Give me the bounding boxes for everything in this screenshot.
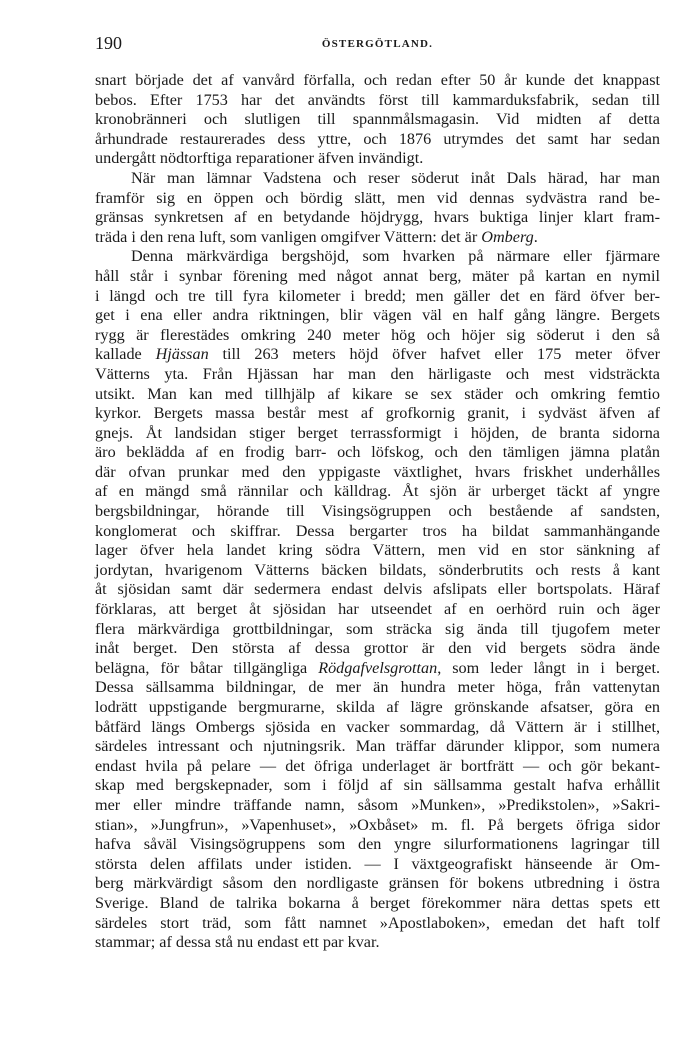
text-line xyxy=(95,678,660,698)
text-segment: kyrkor. Bergets massa består mest af grofkornig granit, i sydväst äfven af xyxy=(95,404,660,423)
text-segment: utsikt. Man kan med tillhjälp af kikare se sex städer och omkring femtio xyxy=(95,384,660,403)
text-line xyxy=(95,287,660,307)
text-segment: Vätterns yta. Från Hjässan har man den härligaste och mest vidsträckta xyxy=(95,364,660,383)
text-line xyxy=(95,385,660,405)
text-segment: åt sjösidan samt där sedermera endast delvis afslipats eller bortspolats. Häraf xyxy=(95,580,660,599)
text-segment: skap med bergskepnader, som i följd af sin sällsamma gestalt hafva erhållit xyxy=(95,776,660,795)
italic-term: Rödgafvelsgrottan xyxy=(318,658,438,677)
text-segment: träda i den rena luft, som vanligen omgifver Vättern: det är xyxy=(95,227,482,246)
text-segment: håll står i synbar förening med något annat berg, mäter på kartan en nymil xyxy=(95,266,660,285)
text-segment: bebos. Efter 1753 har det användts först till kammarduksfabrik, sedan till xyxy=(95,90,660,109)
page-header xyxy=(95,33,660,55)
text-line xyxy=(95,463,660,483)
text-line xyxy=(95,424,660,444)
text-segment: i längd och tre till fyra kilometer i bredd; men gäller det en färd öfver ber- xyxy=(95,286,660,305)
text-line xyxy=(95,561,660,581)
paragraph xyxy=(95,71,660,169)
page-number: 190 xyxy=(95,33,122,53)
text-segment: äro beklädda af en frodig barr- och löfskog, och den tämligen jämna platån xyxy=(95,443,660,462)
text-line xyxy=(95,267,660,287)
text-segment: kronobränneri och slutligen till spannmålsmagasin. Vid midten af detta xyxy=(95,110,660,129)
text-line xyxy=(95,345,660,365)
text-line xyxy=(95,894,660,914)
text-segment: rygg är flerestädes omkring 240 meter hög och höjer sig söderut i den så xyxy=(95,325,660,344)
text-segment: af en mängd små rännilar och källdrag. Åt sjön är urberget täckt af yngre xyxy=(95,482,660,501)
text-line xyxy=(95,169,660,189)
text-line xyxy=(95,855,660,875)
text-line xyxy=(95,365,660,385)
text-segment: gnejs. Åt landsidan stiger berget terrassformigt i höjden, de branta sidorna xyxy=(95,423,660,442)
text-segment: lager öfver hela landet kring södra Vättern, men vid en stor sänkning af xyxy=(95,541,660,560)
text-line xyxy=(95,541,660,561)
text-segment: . xyxy=(533,227,538,246)
text-line xyxy=(95,326,660,346)
text-segment: Sverige. Bland de talrika bokarna å berget förekommer nära dettas spets ett xyxy=(95,893,660,912)
italic-term: Hjässan xyxy=(155,345,209,364)
text-line xyxy=(95,600,660,620)
text-line xyxy=(95,404,660,424)
text-line xyxy=(95,189,660,209)
text-line xyxy=(95,110,660,130)
body-text xyxy=(95,71,660,953)
text-line xyxy=(95,91,660,111)
text-line xyxy=(95,796,660,816)
text-segment: endast hvila på pelare — det öfriga underlaget är bortfrätt — och gör bekant- xyxy=(95,756,660,775)
text-segment: konglomerat och skiffrar. Dessa bergarter tros ha bildat sammanhängande xyxy=(95,521,660,540)
text-segment: förklaras, att berget åt sjösidan har utseendet af en oerhörd ruin och äger xyxy=(95,600,660,619)
text-line xyxy=(95,933,660,953)
text-line xyxy=(95,443,660,463)
text-segment: där ofvan prunkar med den yppigaste växtlighet, hvars friskhet underhålles xyxy=(95,462,660,481)
text-line xyxy=(95,306,660,326)
text-line xyxy=(95,737,660,757)
text-segment: största delen affilats under istiden. — I växtgeografiskt hänseende är Om- xyxy=(95,854,660,873)
text-line xyxy=(95,816,660,836)
italic-term: Omberg xyxy=(481,227,534,246)
text-segment: inåt berget. Den största af dessa grottor är den vid bergets södra ände xyxy=(95,639,660,658)
text-segment: särdeles stort träd, som fått namnet »Apostlaboken», emedan det haft tolf xyxy=(95,913,660,932)
text-segment: , som leder långt in i berget. xyxy=(437,658,660,677)
text-segment: berg märkvärdigt såsom den nordligaste gränsen för bokens utbredning i östra xyxy=(95,874,660,893)
text-segment: stammar; af dessa stå nu endast ett par kvar. xyxy=(95,933,380,952)
text-line xyxy=(95,874,660,894)
paragraph xyxy=(95,247,660,952)
text-line xyxy=(95,698,660,718)
text-segment: När man lämnar Vadstena och reser söderut inåt Dals härad, har man xyxy=(131,168,660,187)
text-segment: stian», »Jungfrun», »Vapenhuset», »Oxbåset» m. fl. På bergets öfriga sidor xyxy=(95,815,660,834)
text-line xyxy=(95,620,660,640)
text-line xyxy=(95,247,660,267)
text-segment: Denna märkvärdiga bergshöjd, som hvarken på närmare eller fjärmare xyxy=(131,247,660,266)
text-line xyxy=(95,718,660,738)
text-line xyxy=(95,639,660,659)
text-segment: till 263 meters höjd öfver hafvet eller 175 meter öfver xyxy=(208,345,660,364)
text-line xyxy=(95,659,660,679)
text-line xyxy=(95,228,660,248)
text-line xyxy=(95,835,660,855)
text-segment: århundrade restaurerades dess yttre, och 1876 utrymdes det samt har sedan xyxy=(95,129,660,148)
text-segment: snart började det af vanvård förfalla, och redan efter 50 år kunde det knappast xyxy=(95,71,660,89)
text-line xyxy=(95,482,660,502)
text-segment: jordytan, hvarigenom Vätterns bäcken bildats, sönderbrutits och rests å kant xyxy=(95,560,660,579)
text-line xyxy=(95,580,660,600)
text-line xyxy=(95,914,660,934)
text-segment: Dessa sällsamma bildningar, de mer än hundra meter höga, från vattenytan xyxy=(95,678,660,697)
text-line xyxy=(95,71,660,91)
paragraph xyxy=(95,169,660,247)
text-segment: framför sig en öppen och bördig slätt, men vid dennas sydvästra rand be- xyxy=(95,188,660,207)
text-line xyxy=(95,130,660,150)
text-segment: särdeles intressant och njutningsrik. Man träffar därunder klippor, som numera xyxy=(95,737,660,756)
text-line xyxy=(95,149,660,169)
text-segment: flera märkvärdiga grottbildningar, som sträcka sig ända till tjugofem meter xyxy=(95,619,660,638)
text-line xyxy=(95,776,660,796)
text-segment: belägna, för båtar tillgängliga xyxy=(95,658,319,677)
text-segment: lodrätt uppstigande bergmurarne, skilda af lägre grönskande afsatser, göra en xyxy=(95,698,660,716)
text-segment: båtfärd längs Ombergs sjösida en vacker sommardag, då Vättern är i stillhet, xyxy=(95,717,660,736)
text-line xyxy=(95,757,660,777)
running-title: ÖSTERGÖTLAND. xyxy=(321,38,434,50)
text-segment: kallade xyxy=(95,345,156,364)
text-segment: bergsbildningar, hörande till Visingsögruppen och bestående af sandsten, xyxy=(95,502,660,521)
text-segment: hafva såväl Visingsögruppens som den yngre silurformationens lagringar till xyxy=(95,835,660,854)
text-line xyxy=(95,502,660,522)
text-segment: get i ena eller andra riktningen, blir vägen väl en half gång längre. Bergets xyxy=(95,306,660,325)
text-segment: mer eller mindre träffande namn, såsom »Munken», »Predikstolen», »Sakri- xyxy=(95,795,660,814)
text-line xyxy=(95,208,660,228)
text-segment: gränsas synkretsen af en betydande höjdrygg, hvars buktiga linjer klart fram- xyxy=(95,208,660,227)
text-segment: undergått nödtorftiga reparationer äfven invändigt. xyxy=(95,149,424,168)
text-line xyxy=(95,522,660,542)
